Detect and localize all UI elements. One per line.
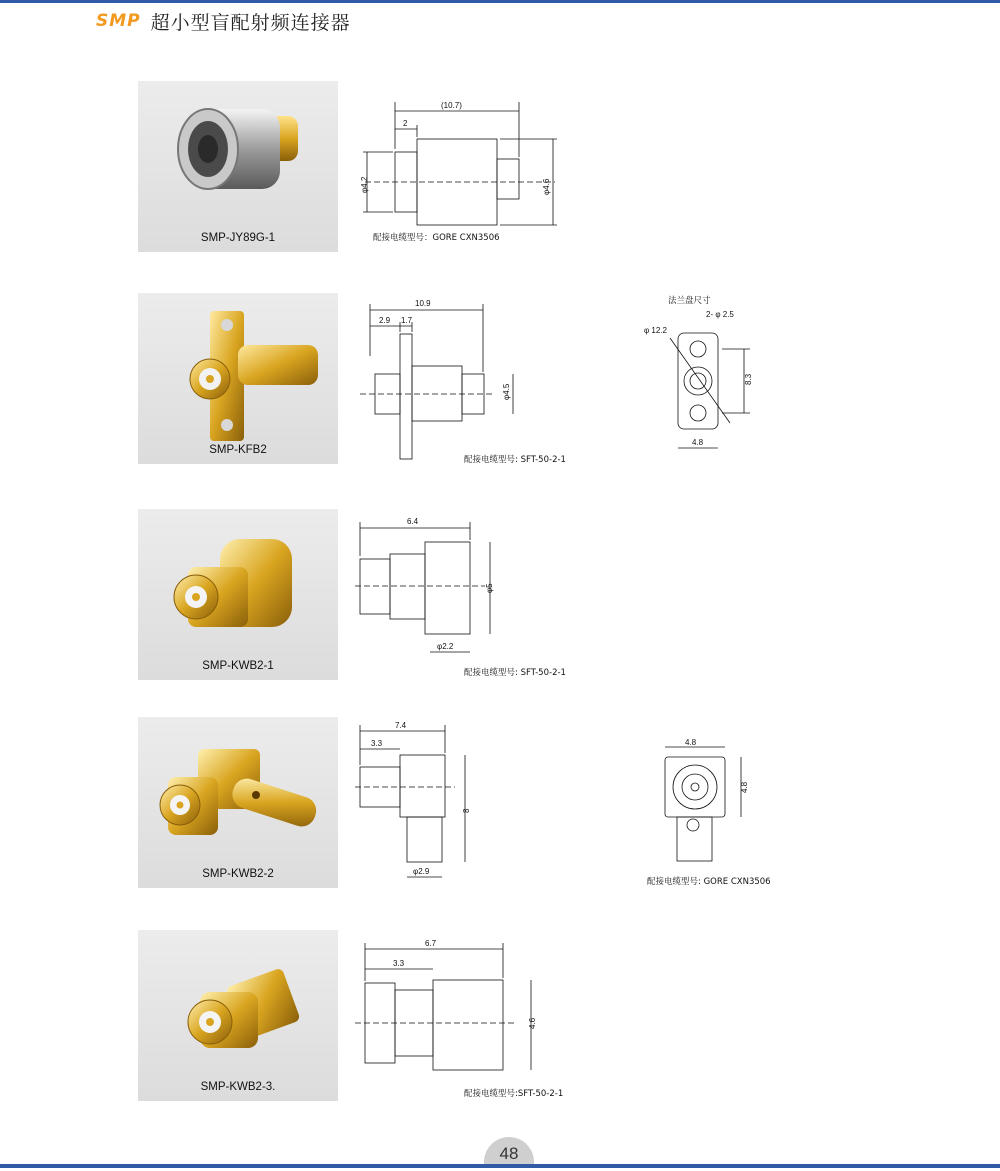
product-photo-5 bbox=[138, 930, 338, 1101]
dim-dia: φ5 bbox=[485, 583, 494, 593]
dim-a: 3.3 bbox=[371, 739, 383, 748]
product-photo-4 bbox=[138, 717, 338, 888]
flange-height: 8.3 bbox=[744, 373, 753, 385]
flange-title: 法兰盘尺寸 bbox=[668, 295, 711, 305]
page-number: 48 bbox=[484, 1137, 534, 1167]
product-row-4 bbox=[0, 717, 1000, 892]
connector-illustration bbox=[138, 509, 338, 680]
dim-height: 4.6 bbox=[528, 1017, 537, 1029]
dim-overall: 7.4 bbox=[395, 721, 407, 730]
dim-a: 2.9 bbox=[379, 316, 391, 325]
dim-dia-right: φ4.6 bbox=[542, 178, 551, 195]
dim-dia: φ2.9 bbox=[413, 867, 430, 876]
model-label: SMP-KFB2 bbox=[209, 444, 267, 456]
dimension-drawing-1 bbox=[355, 97, 565, 222]
flange-drawing bbox=[640, 293, 780, 468]
dim-overall: 10.9 bbox=[415, 299, 431, 308]
cable-note-2: 配接电缆型号: SFT-50-2-1 bbox=[464, 455, 566, 465]
product-row-3 bbox=[0, 509, 1000, 684]
model-label: SMP-KWB2-3. bbox=[200, 1081, 276, 1093]
dim-overall: (10.7) bbox=[441, 101, 462, 110]
cable-note-5: 配接电缆型号:SFT-50-2-1 bbox=[464, 1089, 564, 1099]
flange-circle: φ 12.2 bbox=[644, 326, 667, 335]
dim-overall: 6.4 bbox=[407, 517, 419, 526]
connector-illustration bbox=[138, 717, 338, 888]
dim-overall: 6.7 bbox=[425, 939, 437, 948]
product-row-5 bbox=[0, 930, 1000, 1105]
product-row-1 bbox=[0, 81, 1000, 256]
dim-b: 1.7 bbox=[401, 316, 413, 325]
model-label: SMP-KWB2-1 bbox=[202, 660, 274, 672]
cable-note-1: 配接电缆型号：GORE CXN3506 bbox=[373, 233, 500, 243]
dim-height: 8 bbox=[462, 808, 471, 813]
dimension-drawing-2 bbox=[355, 296, 511, 471]
dim-a: 3.3 bbox=[393, 959, 405, 968]
bottom-rule bbox=[0, 1164, 1000, 1168]
top-rule bbox=[0, 0, 1000, 3]
brand-label: SMP bbox=[96, 11, 141, 31]
connector-illustration bbox=[138, 930, 338, 1101]
connector-illustration bbox=[138, 81, 338, 252]
page-title: 超小型盲配射频连接器 bbox=[150, 11, 351, 34]
connector-illustration bbox=[138, 293, 338, 464]
cable-note-3: 配接电缆型号: SFT-50-2-1 bbox=[464, 668, 566, 678]
flange-width: 4.8 bbox=[692, 438, 704, 447]
product-photo-2 bbox=[138, 293, 338, 464]
dim-side-w: 4.8 bbox=[685, 738, 697, 747]
dim-inner: φ2.2 bbox=[437, 642, 454, 651]
product-row-2 bbox=[0, 293, 1000, 468]
product-photo-3 bbox=[138, 509, 338, 680]
side-view-drawing bbox=[655, 737, 755, 877]
model-label: SMP-JY89G-1 bbox=[200, 232, 276, 244]
dim-dia: φ4.5 bbox=[502, 383, 511, 400]
dim-side-h: 4.8 bbox=[740, 781, 749, 793]
dimension-drawing-3 bbox=[355, 514, 505, 669]
product-photo-1 bbox=[138, 81, 338, 252]
dimension-drawing-5 bbox=[355, 935, 555, 1090]
model-label: SMP-KWB2-2 bbox=[202, 868, 274, 880]
dimension-drawing-4 bbox=[355, 717, 485, 892]
cable-note-4: 配接电缆型号: GORE CXN3506 bbox=[647, 877, 771, 887]
dim-dia-left: φ4.2 bbox=[360, 176, 369, 193]
flange-holes: 2- φ 2.5 bbox=[706, 310, 734, 319]
dim-front: 2 bbox=[403, 119, 408, 128]
page-header bbox=[96, 8, 351, 34]
